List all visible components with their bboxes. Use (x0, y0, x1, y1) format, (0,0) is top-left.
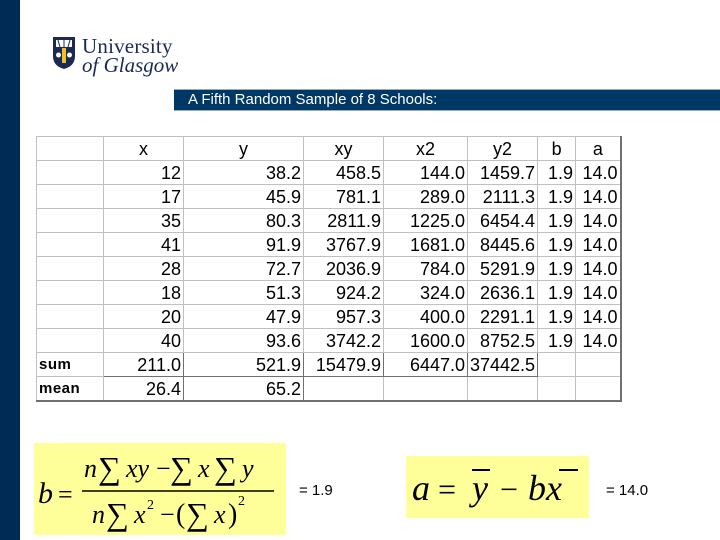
cell-y2: 8752.5 (468, 329, 538, 353)
left-accent-bar (0, 0, 20, 540)
cell-b: 1.9 (538, 185, 576, 209)
table-row (37, 329, 621, 353)
cell-b: 1.9 (538, 257, 576, 281)
cell-y2: 5291.9 (468, 257, 538, 281)
intercept-formula-box (406, 456, 589, 518)
cell-xy: 3767.9 (304, 233, 384, 257)
cell-x: 28 (104, 257, 184, 281)
empty-cell (304, 377, 384, 402)
cell-b: 1.9 (538, 281, 576, 305)
den-sq2: 2 (238, 494, 245, 509)
formula-b-eq: = (58, 480, 73, 509)
den-sum2: ∑ (186, 496, 209, 532)
cell-a: 14.0 (576, 281, 621, 305)
num-sum2: ∑ (170, 450, 193, 486)
intercept-result: = 14.0 (606, 482, 649, 499)
row-label-cell (37, 209, 104, 233)
empty-cell (384, 377, 468, 402)
den-n: n (92, 500, 105, 529)
num-x: x (198, 454, 210, 483)
row-label-cell (37, 305, 104, 329)
header-y2: y2 (468, 137, 538, 161)
cell-x: 35 (104, 209, 184, 233)
formula-a-lhs: a (412, 468, 430, 508)
cell-a: 14.0 (576, 233, 621, 257)
den-sq: 2 (147, 498, 154, 513)
sum-x: 211.0 (104, 353, 184, 377)
num-n: n (84, 454, 97, 483)
cell-a: 14.0 (576, 305, 621, 329)
empty-cell (576, 353, 621, 377)
cell-y: 45.9 (184, 185, 304, 209)
row-label-cell (37, 329, 104, 353)
cell-y: 47.9 (184, 305, 304, 329)
sum-x2: 6447.0 (384, 353, 468, 377)
cell-x2: 324.0 (384, 281, 468, 305)
row-label-cell (37, 233, 104, 257)
cell-y: 93.6 (184, 329, 304, 353)
sum-xy: 15479.9 (304, 353, 384, 377)
cell-xy: 2036.9 (304, 257, 384, 281)
cell-xy: 957.3 (304, 305, 384, 329)
den-sum1: ∑ (106, 496, 129, 532)
header-y: y (184, 137, 304, 161)
crest-icon (52, 36, 76, 70)
cell-y: 51.3 (184, 281, 304, 305)
cell-xy: 3742.2 (304, 329, 384, 353)
cell-b: 1.9 (538, 305, 576, 329)
slope-formula-box (34, 443, 286, 535)
cell-b: 1.9 (538, 209, 576, 233)
formula-b-lhs: b (38, 477, 53, 510)
cell-x: 20 (104, 305, 184, 329)
intercept-formula (406, 456, 589, 518)
cell-y2: 1459.7 (468, 161, 538, 185)
mean-label: mean (37, 377, 104, 402)
num-sum1: ∑ (98, 450, 121, 486)
row-label-cell (37, 257, 104, 281)
den-close-paren: ) (228, 499, 238, 530)
cell-x2: 400.0 (384, 305, 468, 329)
row-label-cell (37, 185, 104, 209)
cell-xy: 781.1 (304, 185, 384, 209)
row-label-cell (37, 281, 104, 305)
formula-a-bx: bx (528, 468, 562, 508)
cell-x: 17 (104, 185, 184, 209)
den-x: x (134, 500, 146, 529)
data-table (36, 136, 622, 402)
cell-b: 1.9 (538, 233, 576, 257)
logo-text-line2: of Glasgow (82, 53, 179, 77)
cell-x2: 784.0 (384, 257, 468, 281)
cell-y2: 6454.4 (468, 209, 538, 233)
num-minus: − (156, 454, 171, 483)
cell-x: 12 (104, 161, 184, 185)
table-row (37, 161, 621, 185)
formula-a-minus: − (500, 471, 519, 507)
den-open-paren: ( (176, 499, 186, 530)
row-label-cell (37, 161, 104, 185)
cell-y2: 2636.1 (468, 281, 538, 305)
cell-x2: 1681.0 (384, 233, 468, 257)
cell-y2: 2291.1 (468, 305, 538, 329)
slide-title: A Fifth Random Sample of 8 Schools: (188, 91, 438, 108)
header-x2: x2 (384, 137, 468, 161)
cell-y: 80.3 (184, 209, 304, 233)
empty-cell (538, 377, 576, 402)
corner-cell (37, 137, 104, 161)
cell-x2: 144.0 (384, 161, 468, 185)
formula-a-y: y (472, 468, 488, 508)
title-bar (174, 89, 720, 111)
cell-x: 41 (104, 233, 184, 257)
slope-result: = 1.9 (299, 482, 333, 499)
cell-a: 14.0 (576, 185, 621, 209)
formula-a-eq: = (438, 471, 457, 507)
cell-a: 14.0 (576, 161, 621, 185)
num-y: y (242, 454, 254, 483)
cell-a: 14.0 (576, 257, 621, 281)
table-row (37, 257, 621, 281)
den-x2: x (214, 500, 226, 529)
logo-text-line1: University (82, 34, 173, 58)
cell-xy: 924.2 (304, 281, 384, 305)
cell-a: 14.0 (576, 329, 621, 353)
sum-row (37, 353, 621, 377)
cell-x: 18 (104, 281, 184, 305)
table-row (37, 233, 621, 257)
mean-row (37, 377, 621, 402)
cell-y: 72.7 (184, 257, 304, 281)
cell-y: 91.9 (184, 233, 304, 257)
cell-x2: 289.0 (384, 185, 468, 209)
cell-a: 14.0 (576, 209, 621, 233)
cell-y: 38.2 (184, 161, 304, 185)
cell-y2: 8445.6 (468, 233, 538, 257)
table-header-row (37, 137, 621, 161)
num-sum3: ∑ (214, 450, 237, 486)
num-xy: xy (126, 454, 150, 483)
den-minus: − (160, 500, 175, 529)
header-x: x (104, 137, 184, 161)
university-logo (52, 34, 182, 76)
cell-b: 1.9 (538, 329, 576, 353)
empty-cell (538, 353, 576, 377)
mean-y: 65.2 (184, 377, 304, 402)
table-row (37, 185, 621, 209)
cell-y2: 2111.3 (468, 185, 538, 209)
slope-formula (34, 443, 286, 535)
cell-xy: 458.5 (304, 161, 384, 185)
empty-cell (468, 377, 538, 402)
empty-cell (576, 377, 621, 402)
table-row (37, 209, 621, 233)
table-row (37, 281, 621, 305)
sum-y: 521.9 (184, 353, 304, 377)
cell-xy: 2811.9 (304, 209, 384, 233)
header-a: a (576, 137, 621, 161)
table-row (37, 305, 621, 329)
sum-label: sum (37, 353, 104, 377)
header-b: b (538, 137, 576, 161)
cell-x2: 1600.0 (384, 329, 468, 353)
cell-x2: 1225.0 (384, 209, 468, 233)
cell-x: 40 (104, 329, 184, 353)
sum-y2: 37442.5 (468, 353, 538, 377)
header-xy: xy (304, 137, 384, 161)
mean-x: 26.4 (104, 377, 184, 402)
cell-b: 1.9 (538, 161, 576, 185)
